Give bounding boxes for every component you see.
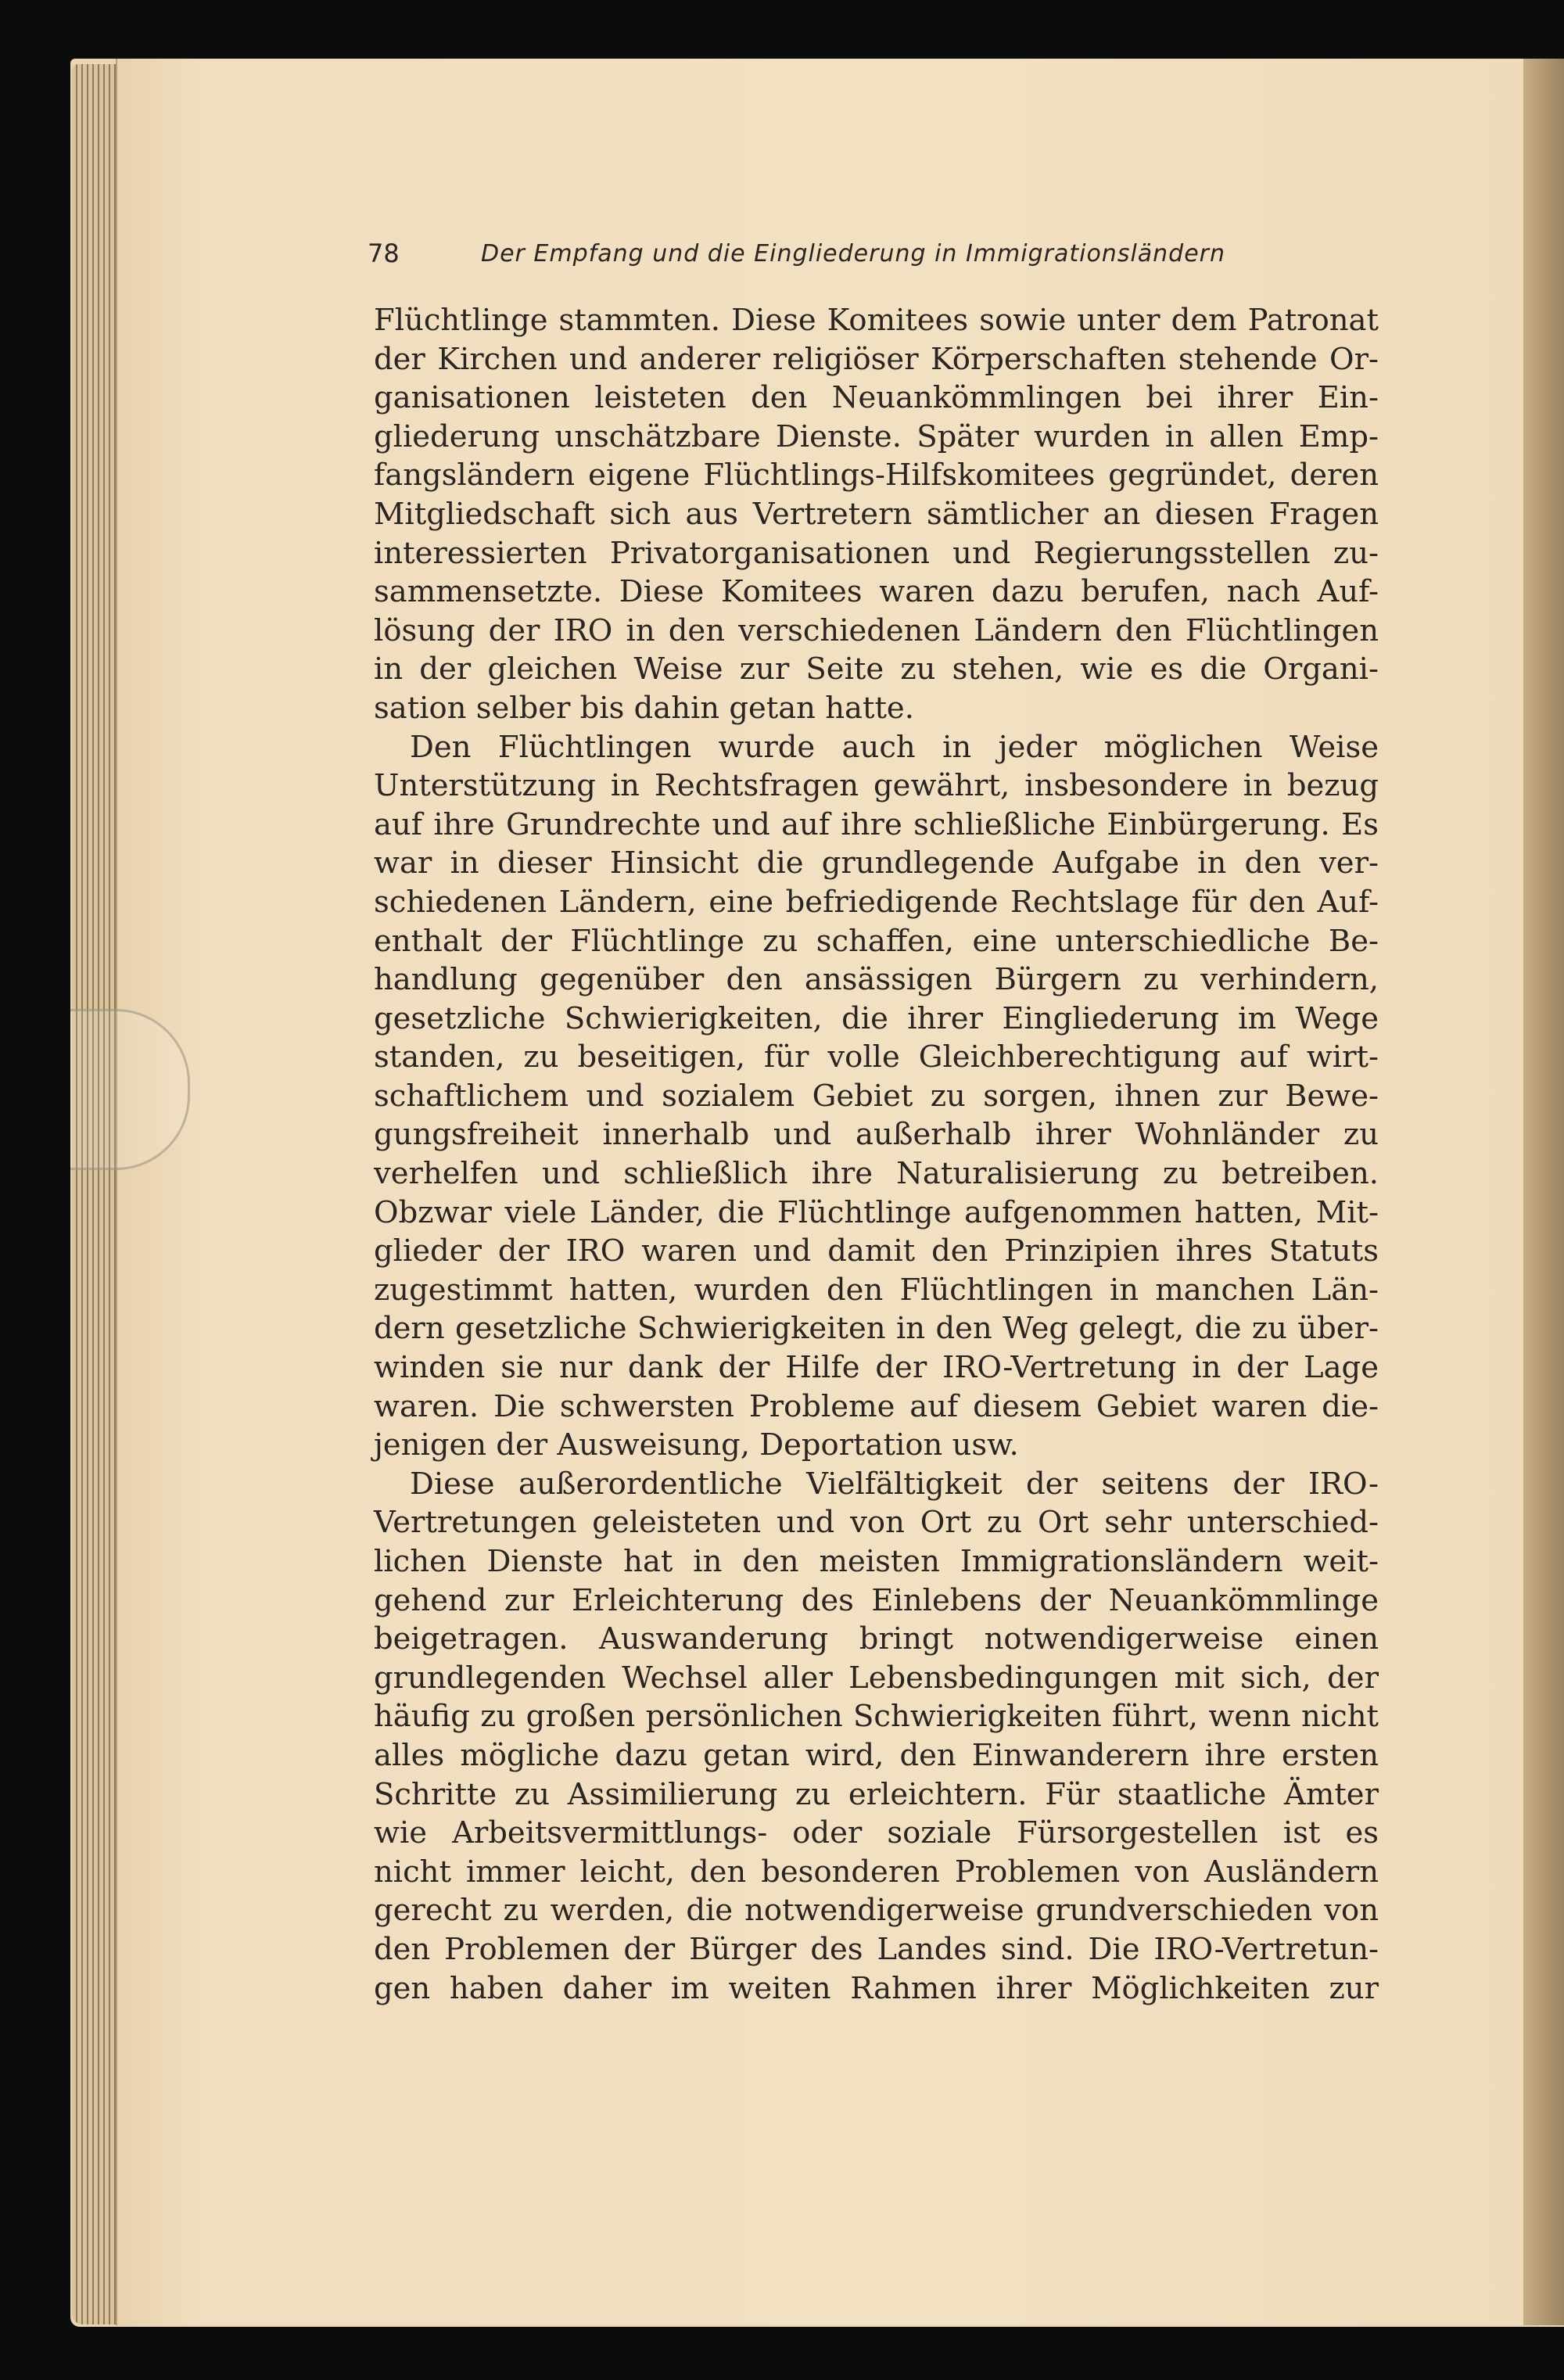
text-line: lichen Dienste hat in den meisten Immigrationsländern weit- bbox=[374, 1544, 1379, 1579]
page-header bbox=[368, 239, 1384, 278]
text-line: in der gleichen Weise zur Seite zu stehen, wie es die Organi- bbox=[374, 652, 1379, 687]
text-line: Flüchtlinge stammten. Diese Komitees sowie unter dem Patronat bbox=[374, 303, 1379, 338]
text-line: gliederung unschätzbare Dienste. Später wurden in allen Emp- bbox=[374, 418, 1379, 454]
text-line: wie Arbeitsvermittlungs- oder soziale Fürsorgestellen ist es bbox=[374, 1815, 1379, 1851]
text-line: verhelfen und schließlich ihre Naturalisierung zu betreiben. bbox=[374, 1156, 1379, 1192]
text-line: gesetzliche Schwierigkeiten, die ihrer Eingliederung im Wege bbox=[374, 1000, 1379, 1036]
body-text bbox=[374, 301, 1379, 2008]
text-line: waren. Die schwersten Probleme auf diesem Gebiet waren die- bbox=[374, 1388, 1379, 1424]
text-line: grundlegenden Wechsel aller Lebensbedingungen mit sich, der bbox=[374, 1660, 1379, 1696]
text-line: sation selber bis dahin getan hatte. bbox=[374, 690, 914, 726]
page-number: 78 bbox=[368, 239, 400, 268]
text-line: zugestimmt hatten, wurden den Flüchtlingen in manchen Län- bbox=[374, 1272, 1379, 1308]
text-line: dern gesetzliche Schwierigkeiten in den Weg gelegt, die zu über- bbox=[374, 1311, 1379, 1347]
text-line: auf ihre Grundrechte und auf ihre schließliche Einbürgerung. Es bbox=[374, 806, 1379, 842]
text-line: Mitgliedschaft sich aus Vertretern sämtlicher an diesen Fragen bbox=[374, 496, 1379, 532]
text-line: interessierten Privatorganisationen und Regierungsstellen zu- bbox=[374, 535, 1379, 571]
text-line: gen haben daher im weiten Rahmen ihrer Möglichkeiten zur bbox=[374, 1970, 1379, 2006]
text-line: glieder der IRO waren und damit den Prinzipien ihres Statuts bbox=[374, 1233, 1379, 1269]
text-line: standen, zu beseitigen, für volle Gleichberechtigung auf wirt- bbox=[374, 1039, 1379, 1075]
text-line: alles mögliche dazu getan wird, den Einwanderern ihre ersten bbox=[374, 1737, 1379, 1773]
page-gutter bbox=[1523, 59, 1564, 2325]
text-line: sammensetzte. Diese Komitees waren dazu berufen, nach Auf- bbox=[374, 574, 1379, 610]
text-line: ganisationen leisteten den Neuankömmlingen bei ihrer Ein- bbox=[374, 380, 1379, 416]
text-line: nicht immer leicht, den besonderen Problemen von Ausländern bbox=[374, 1854, 1379, 1890]
text-line: schiedenen Ländern, eine befriedigende Rechtslage für den Auf- bbox=[374, 884, 1379, 920]
running-title: Der Empfang und die Eingliederung in Immigrationsländern bbox=[481, 240, 1226, 267]
text-line: Diese außerordentliche Vielfältigkeit der seitens der IRO- bbox=[410, 1466, 1379, 1502]
text-line: enthalt der Flüchtlinge zu schaffen, eine unterschiedliche Be- bbox=[374, 923, 1379, 959]
text-line: schaftlichem und sozialem Gebiet zu sorgen, ihnen zur Bewe- bbox=[374, 1078, 1379, 1114]
text-line: Schritte zu Assimilierung zu erleichtern. Für staatliche Ämter bbox=[374, 1776, 1379, 1812]
text-line: jenigen der Ausweisung, Deportation usw. bbox=[374, 1427, 1019, 1463]
text-line: fangsländern eigene Flüchtlings-Hilfskomitees gegründet, deren bbox=[374, 458, 1379, 494]
text-line: der Kirchen und anderer religiöser Körperschaften stehende Or- bbox=[374, 341, 1379, 377]
text-line: Den Flüchtlingen wurde auch in jeder möglichen Weise bbox=[410, 729, 1379, 765]
text-line: gehend zur Erleichterung des Einlebens der Neuankömmlinge bbox=[374, 1582, 1379, 1618]
text-line: beigetragen. Auswanderung bringt notwendigerweise einen bbox=[374, 1621, 1379, 1657]
text-line: gungsfreiheit innerhalb und außerhalb ihrer Wohnländer zu bbox=[374, 1117, 1379, 1153]
text-line: lösung der IRO in den verschiedenen Ländern den Flüchtlingen bbox=[374, 612, 1379, 648]
text-line: Obzwar viele Länder, die Flüchtlinge aufgenommen hatten, Mit- bbox=[374, 1194, 1379, 1230]
page-edges bbox=[72, 64, 119, 2324]
text-line: häufig zu großen persönlichen Schwierigkeiten führt, wenn nicht bbox=[374, 1699, 1379, 1735]
text-line: gerecht zu werden, die notwendigerweise grundverschieden von bbox=[374, 1893, 1379, 1929]
text-line: handlung gegenüber den ansässigen Bürgern zu verhindern, bbox=[374, 962, 1379, 998]
text-line: winden sie nur dank der Hilfe der IRO-Vertretung in der Lage bbox=[374, 1350, 1379, 1386]
text-line: Unterstützung in Rechtsfragen gewährt, insbesondere in bezug bbox=[374, 768, 1379, 804]
text-line: den Problemen der Bürger des Landes sind. Die IRO-Vertretun- bbox=[374, 1931, 1379, 1967]
text-line: war in dieser Hinsicht die grundlegende Aufgabe in den ver- bbox=[374, 845, 1379, 881]
text-line: Vertretungen geleisteten und von Ort zu Ort sehr unterschied- bbox=[374, 1505, 1379, 1541]
